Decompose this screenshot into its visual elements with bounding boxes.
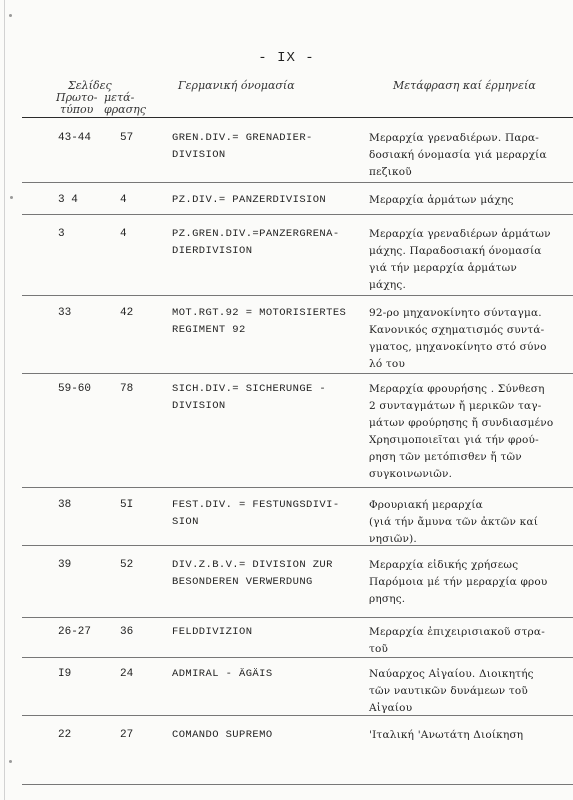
greek-translation-line: 92-ρο μηχανοκίνητο σύνταγμα. bbox=[369, 307, 542, 319]
greek-translation-line: μάχης. bbox=[369, 279, 406, 291]
row-divider bbox=[22, 117, 573, 118]
german-designation bbox=[172, 624, 252, 641]
translation-page-number: 57 bbox=[120, 132, 134, 144]
translation-page-number: 27 bbox=[120, 729, 134, 741]
german-designation-line: SION bbox=[172, 516, 199, 528]
original-page-number: 39 bbox=[58, 559, 72, 571]
greek-translation-line: τοῦ bbox=[369, 643, 389, 655]
german-designation-line: DIVISION bbox=[172, 400, 226, 412]
scan-speck bbox=[9, 14, 12, 17]
greek-translation-line: Αἰγαίου bbox=[369, 702, 413, 714]
greek-translation-line: Μεραρχία ἐπιχειρισιακοῦ στρα- bbox=[369, 626, 545, 638]
german-designation-line: MOT.RGT.92 = MOTORISIERTES bbox=[172, 307, 347, 319]
header-pages: Σελίδες bbox=[68, 79, 112, 92]
greek-translation bbox=[369, 130, 547, 181]
page-number: - IX - bbox=[258, 50, 315, 66]
greek-translation-line: 2 συνταγμάτων ἤ μερικῶν ταγ- bbox=[369, 400, 542, 412]
german-designation bbox=[172, 666, 273, 683]
german-designation-line: DIERDIVISION bbox=[172, 245, 253, 257]
translation-page-number: 4 bbox=[120, 194, 127, 206]
greek-translation bbox=[369, 727, 523, 744]
scan-speck bbox=[9, 760, 12, 763]
original-page-number: 26-27 bbox=[58, 626, 92, 638]
greek-translation-line: λό του bbox=[369, 358, 406, 370]
left-margin-rule bbox=[4, 0, 5, 800]
translation-page-number: 52 bbox=[120, 559, 134, 571]
header-original-2: τύπου bbox=[60, 103, 94, 116]
translation-page-number: 24 bbox=[120, 668, 134, 680]
greek-translation-line: γματος, μηχανοκίνητο στό σύνο bbox=[369, 341, 547, 353]
german-designation bbox=[172, 226, 340, 260]
scan-speck bbox=[10, 196, 13, 199]
greek-translation-line: δοσιακή όνομασία γιά μεραρχία bbox=[369, 149, 547, 161]
original-page-number: 59-60 bbox=[58, 383, 92, 395]
german-designation-line: DIV.Z.B.V.= DIVISION ZUR bbox=[172, 559, 333, 571]
greek-translation-line: ρησης. bbox=[369, 593, 406, 605]
german-designation bbox=[172, 557, 333, 591]
greek-translation-line: Παρόμοια μέ τήν μεραρχία φρου bbox=[369, 576, 548, 588]
greek-translation-line: Φρουριακή μεραρχία bbox=[369, 499, 483, 511]
greek-translation-line: γιά τήν μεραρχία ἁρμάτων bbox=[369, 262, 517, 274]
original-page-number: 3 4 bbox=[58, 194, 78, 206]
german-designation-line: COMANDO SUPREMO bbox=[172, 729, 273, 741]
original-page-number: 38 bbox=[58, 499, 72, 511]
german-designation bbox=[172, 497, 340, 531]
row-divider bbox=[22, 295, 573, 296]
greek-translation bbox=[369, 624, 545, 658]
greek-translation-line: Μεραρχία γρεναδιέρων. Παρα- bbox=[369, 132, 540, 144]
header-translation: Μετάφραση καί έρμηνεία bbox=[393, 79, 536, 92]
german-designation-line: FELDDIVIZION bbox=[172, 626, 253, 638]
german-designation-line: DIVISION bbox=[172, 149, 226, 161]
greek-translation-line: τῶν ναυτικῶν δυνάμεων τοῦ bbox=[369, 685, 528, 697]
german-designation bbox=[172, 381, 326, 415]
original-page-number: 33 bbox=[58, 307, 72, 319]
german-designation bbox=[172, 727, 273, 744]
header-translation-page: μετά- bbox=[104, 91, 135, 104]
original-page-number: 43-44 bbox=[58, 132, 92, 144]
greek-translation-line: 'Ιταλική 'Ανωτάτη Διοίκηση bbox=[369, 729, 524, 741]
greek-translation-line: Χρησιμοποιεῖται γιά τήν φρού- bbox=[369, 434, 539, 446]
greek-translation-line: (γιά τήν ἄμυνα τῶν ἀκτῶν καί bbox=[369, 516, 539, 528]
header-original: Πρωτο- bbox=[56, 91, 98, 104]
row-divider bbox=[22, 784, 573, 785]
greek-translation-line: Μεραρχία ἁρμάτων μάχης bbox=[369, 194, 514, 206]
row-divider bbox=[22, 182, 573, 183]
original-page-number: 3 bbox=[58, 228, 65, 240]
greek-translation bbox=[369, 497, 538, 548]
german-designation-line: SICH.DIV.= SICHERUNGE - bbox=[172, 383, 327, 395]
greek-translation-line: πεζικοῦ bbox=[369, 166, 412, 178]
greek-translation bbox=[369, 226, 551, 294]
greek-translation-line: Μεραρχία γρεναδιέρων ἁρμάτων bbox=[369, 228, 551, 240]
greek-translation-line: Μεραρχία φρουρήσης . Σύνθεση bbox=[369, 383, 545, 395]
original-page-number: 22 bbox=[58, 729, 72, 741]
german-designation bbox=[172, 192, 326, 209]
row-divider bbox=[22, 487, 573, 488]
german-designation-line: ADMIRAL - ÄGÄIS bbox=[172, 668, 273, 680]
greek-translation-line: Κανονικός σχηματισμός συντά- bbox=[369, 324, 545, 336]
greek-translation-line: ρηση τῶν μετόπισθεν ἤ τῶν bbox=[369, 451, 522, 463]
greek-translation-line: μάτων φρούρησης ἤ συνδιασμένο bbox=[369, 417, 554, 429]
greek-translation-line: μάχης. Παραδοσιακή όνομασία bbox=[369, 245, 542, 257]
german-designation-line: PZ.DIV.= PANZERDIVISION bbox=[172, 194, 327, 206]
german-designation-line: FEST.DIV. = FESTUNGSDIVI- bbox=[172, 499, 340, 511]
german-designation bbox=[172, 130, 313, 164]
original-page-number: I9 bbox=[58, 668, 72, 680]
german-designation-line: REGIMENT 92 bbox=[172, 324, 246, 336]
row-divider bbox=[22, 617, 573, 618]
greek-translation bbox=[369, 305, 547, 373]
greek-translation bbox=[369, 557, 548, 608]
greek-translation bbox=[369, 192, 514, 209]
greek-translation bbox=[369, 666, 534, 717]
row-divider bbox=[22, 373, 573, 374]
greek-translation bbox=[369, 381, 553, 483]
header-german-name: Γερμανική όνομασία bbox=[178, 79, 295, 92]
row-divider bbox=[22, 214, 573, 215]
german-designation-line: GREN.DIV.= GRENADIER- bbox=[172, 132, 313, 144]
greek-translation-line: Μεραρχία εἰδικής χρήσεως bbox=[369, 559, 519, 571]
translation-page-number: 5I bbox=[120, 499, 134, 511]
german-designation bbox=[172, 305, 346, 339]
translation-page-number: 42 bbox=[120, 307, 134, 319]
translation-page-number: 4 bbox=[120, 228, 127, 240]
greek-translation-line: Ναύαρχος Αἰγαίου. Διοικητής bbox=[369, 668, 534, 680]
translation-page-number: 78 bbox=[120, 383, 134, 395]
header-translation-page-2: φρασης bbox=[104, 103, 146, 116]
translation-page-number: 36 bbox=[120, 626, 134, 638]
greek-translation-line: νησιῶν). bbox=[369, 533, 417, 545]
greek-translation-line: συγκοινωνιῶν. bbox=[369, 468, 453, 480]
german-designation-line: PZ.GREN.DIV.=PANZERGRENA- bbox=[172, 228, 340, 240]
german-designation-line: BESONDEREN VERWERDUNG bbox=[172, 576, 313, 588]
